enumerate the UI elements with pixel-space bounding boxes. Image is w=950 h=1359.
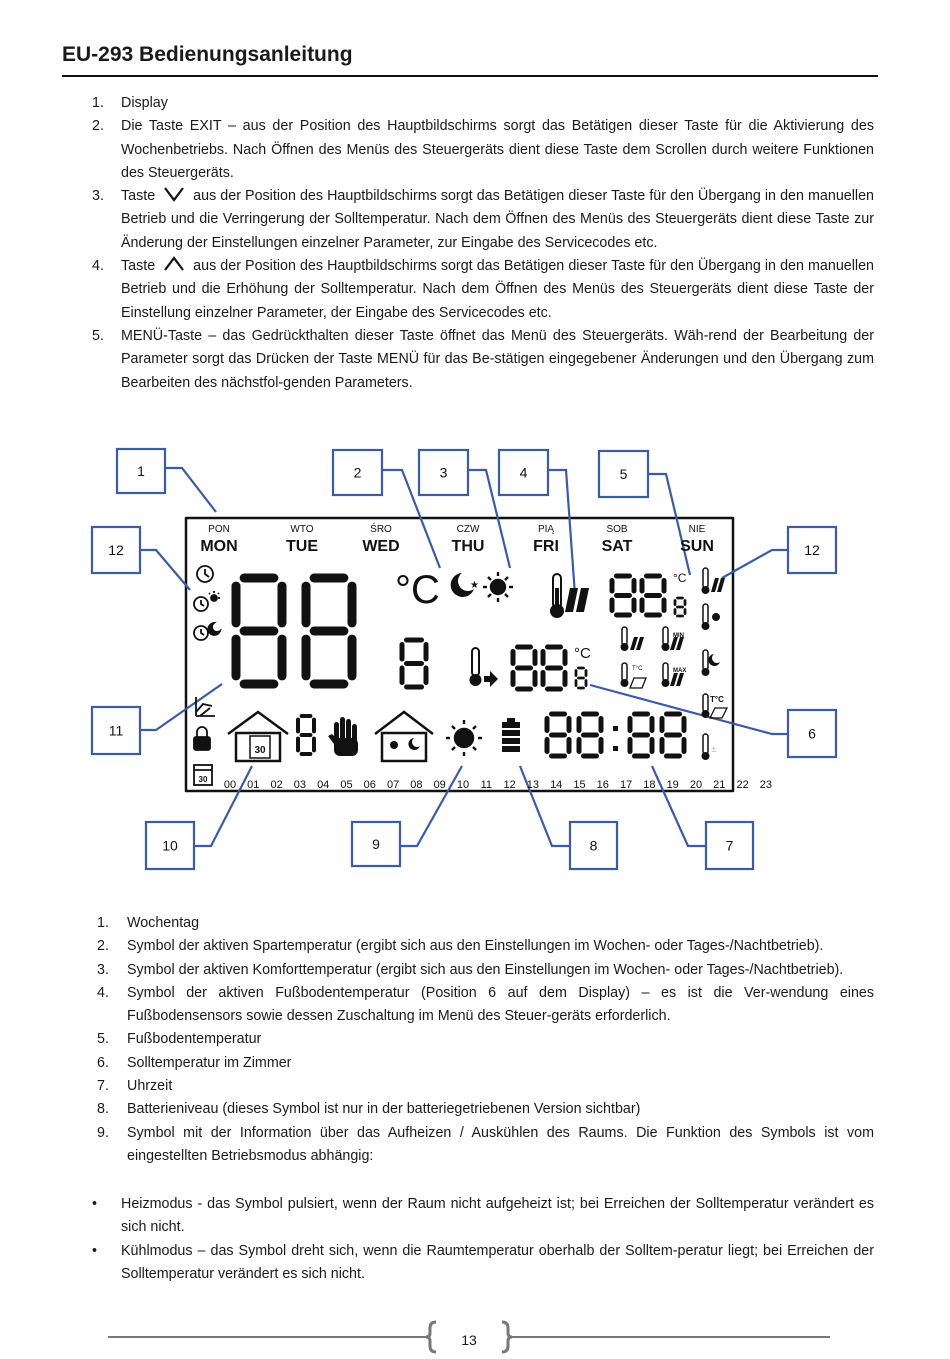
- bullet-item: [92, 1240, 874, 1287]
- setpoint-digit: [543, 647, 565, 689]
- callout-label: 9: [372, 836, 380, 852]
- callout-label: 8: [589, 837, 598, 854]
- list-item: [97, 959, 874, 982]
- svg-text:T°C: T°C: [632, 666, 643, 672]
- page-header: [62, 40, 878, 77]
- hour-label: 14: [550, 779, 563, 791]
- weekday-pl-label: SOB: [606, 524, 628, 535]
- weekday-label: TUE: [286, 538, 318, 555]
- hand-icon: [328, 717, 358, 756]
- legend-list: [97, 912, 874, 1168]
- floor-temp-digit: [612, 576, 634, 615]
- display-diagram: [0, 430, 950, 880]
- clock-moon-icon: [194, 623, 220, 640]
- comfort-sun-icon: [483, 572, 513, 602]
- chevron-up-icon: [161, 256, 187, 272]
- callout-box: [499, 450, 548, 495]
- floor-temp-decimal-digit: [675, 598, 685, 616]
- weekday-pl-label: CZW: [456, 524, 480, 535]
- callout-label: 1: [137, 463, 145, 479]
- callout-box: [352, 822, 400, 866]
- weekday-label: MON: [200, 538, 238, 555]
- hour-label: 17: [619, 779, 633, 791]
- callout-label: 5: [619, 466, 628, 482]
- weekday-label: THU: [451, 538, 485, 555]
- floor-unit-label: °C: [673, 571, 687, 585]
- item-text: aus der Position des Hauptbildschirms sorgt das Betätigen dieser Taste für den Übergang in den manuellen Betrieb und die Erhöhung der Solltemperatur. Nach dem Öffnen des Menüs des Steuergeräts dient diese Taste der Einstellung einzelner Parameter, der Eingabe des Servicecodes etc.: [121, 258, 874, 321]
- weekday-pl-label: WTO: [290, 524, 314, 535]
- item-prefix: Taste: [121, 188, 156, 205]
- floor-tc-small-icon: [621, 663, 647, 688]
- calendar-icon: [194, 765, 212, 785]
- economy-moon-icon: [451, 573, 479, 597]
- item-number: 2.: [92, 118, 104, 135]
- item-number: 1.: [92, 95, 104, 111]
- hour-label: 09: [433, 779, 446, 791]
- item-number: 1.: [97, 915, 109, 931]
- list-item: [97, 1122, 874, 1169]
- item-number: 3.: [97, 961, 109, 978]
- item-text: Heizmodus - das Symbol pulsiert, wenn der Raum nicht aufgeheizt ist; bei Erreichen der Solltemperatur verändert es sich nicht.: [121, 1196, 874, 1236]
- list-item: [97, 1075, 874, 1098]
- item-text: Die Taste EXIT – aus der Position des Hauptbildschirms sorgt das Betätigen dieser Taste für die Aktivierung des Wochenbetriebs. Nach Öffnen des Menüs des Steuergeräts dient diese Taste dem Scrollen durch weitere Funktionen des Steuergeräts.: [121, 118, 874, 181]
- bullet-item: [92, 1193, 874, 1240]
- callout-label: 4: [519, 464, 528, 481]
- item-text: Solltemperatur im Zimmer: [127, 1054, 292, 1071]
- floor-temp-digit: [642, 576, 664, 615]
- item-number: 9.: [97, 1124, 109, 1141]
- callout-label: 7: [725, 837, 734, 854]
- item-text: Symbol der aktiven Komforttemperatur (ergibt sich aus den Einstellungen im Wochen- oder Tages-/Nachtbetrieb).: [127, 961, 844, 978]
- hour-label: 18: [643, 779, 656, 791]
- item-text: Symbol mit der Information über das Aufheizen / Auskühlen des Raums. Die Funktion des Symbols ist vom eingestellten Betriebsmodus abhängig:: [127, 1124, 874, 1164]
- item-number: 8.: [97, 1101, 109, 1118]
- callout-label: 12: [804, 542, 820, 558]
- item-number: 2.: [97, 938, 109, 955]
- item-text: Batterieniveau (dieses Symbol ist nur in der batteriegetriebenen Version sichtbar): [127, 1101, 641, 1118]
- hour-label: 11: [480, 779, 493, 791]
- hour-label: 15: [573, 779, 586, 791]
- list-item: [92, 255, 874, 325]
- callout-box: [570, 822, 617, 869]
- weekday-row: [200, 522, 714, 555]
- item-text: Fußbodentemperatur: [127, 1031, 262, 1048]
- bullet-dot: •: [92, 1196, 98, 1212]
- list-item: [97, 935, 874, 958]
- floor-thermometer-icon: [550, 574, 589, 618]
- callout-box: [146, 822, 194, 869]
- clock-digit: [547, 714, 569, 756]
- callout-box: [92, 707, 140, 754]
- setpoint-thermometer-icon: [470, 648, 499, 687]
- house-calendar-icon: [228, 712, 288, 761]
- clock-colon: [613, 726, 618, 751]
- hour-label: 01: [247, 779, 260, 791]
- hour-label: 06: [363, 779, 376, 791]
- hour-label: 23: [759, 779, 773, 791]
- hour-label: 02: [270, 779, 283, 791]
- item-prefix: Taste: [121, 258, 156, 275]
- main-temp-digit: [306, 578, 352, 684]
- callout-label: 12: [108, 542, 124, 558]
- item-text: aus der Position des Hauptbildschirms sorgt das Betätigen dieser Taste für den Übergang in den manuellen Betrieb und die Verringerung der Solltemperatur. Nach dem Öffnen des Menüs des Steuergeräts dient diese Taste zur Änderung der Einstellungen einzelner Parameter, zur Eingabe des Servicecodes etc.: [121, 188, 874, 251]
- setpoint-digit: [513, 647, 535, 689]
- thermometer-sun-icon: [702, 604, 721, 630]
- chevron-down-icon: [161, 186, 187, 202]
- program-digit: [298, 716, 314, 754]
- house-day-night-icon: [375, 712, 433, 761]
- item-number: 4.: [92, 258, 104, 275]
- hour-label: 13: [526, 779, 540, 791]
- hour-label: 03: [293, 779, 307, 791]
- weekday-label: WED: [362, 538, 400, 555]
- callout-box: [117, 449, 165, 493]
- hour-label: 07: [386, 779, 400, 791]
- clock-digit: [662, 714, 684, 756]
- floor-max-icon: [662, 663, 687, 687]
- right-icon-cluster: [621, 568, 728, 760]
- main-unit-label: °C: [395, 568, 440, 612]
- hour-label: 19: [666, 779, 679, 791]
- weekday-label: FRI: [533, 538, 559, 555]
- item-number: 5.: [92, 327, 104, 344]
- document-title: EU-293 Bedienungsanleitung: [62, 43, 353, 66]
- clock-sun-icon: [194, 591, 220, 611]
- mode-bullet-list: [92, 1193, 874, 1287]
- callout-box: [92, 527, 140, 573]
- hour-label: 04: [317, 779, 330, 791]
- callout-box: [599, 451, 648, 497]
- hour-label: 10: [456, 779, 470, 791]
- svg-text:30: 30: [254, 745, 266, 756]
- main-temp-digit: [236, 578, 282, 684]
- callout-boxes: [92, 449, 836, 869]
- hour-label: 22: [736, 779, 749, 791]
- item-text: Kühlmodus – das Symbol dreht sich, wenn die Raumtemperatur oberhalb der Solltem-peratur liegt; bei Erreichen der Solltemperatur verändert es sich nicht.: [121, 1242, 874, 1283]
- hour-scale: [224, 779, 772, 791]
- hour-label: 16: [596, 779, 609, 791]
- item-text: Display: [121, 95, 168, 111]
- list-item: [97, 1028, 874, 1051]
- setpoint-decimal-digit: [576, 668, 586, 688]
- left-icon-column: [194, 566, 220, 785]
- lock-icon: [194, 727, 210, 750]
- item-number: 3.: [92, 188, 104, 205]
- list-item: [92, 92, 874, 115]
- svg-text:MIN: MIN: [673, 633, 684, 639]
- callout-box: [419, 450, 468, 495]
- hour-label: 00: [223, 779, 237, 791]
- clock-digit: [579, 714, 601, 756]
- callout-box: [706, 822, 753, 869]
- callout-label: 3: [439, 464, 448, 481]
- item-number: 6.: [97, 1054, 109, 1071]
- callout-box: [788, 710, 836, 757]
- item-number: 7.: [97, 1078, 109, 1095]
- item-text: Uhrzeit: [127, 1078, 173, 1095]
- svg-text:30: 30: [198, 775, 208, 784]
- item-text: Symbol der aktiven Spartemperatur (ergibt sich aus den Einstellungen im Wochen- oder Tages-/Nachtbetrieb).: [127, 938, 824, 955]
- svg-text:T°C: T°C: [710, 695, 724, 704]
- controls-list: [92, 92, 874, 395]
- weekday-pl-label: PIĄ: [537, 524, 555, 535]
- set-unit-label: °C: [574, 645, 591, 662]
- list-item: [97, 912, 874, 935]
- hour-label: 08: [410, 779, 423, 791]
- hour-label: 21: [713, 779, 726, 791]
- item-text: Wochentag: [127, 915, 200, 931]
- hour-label: 05: [340, 779, 353, 791]
- callout-label: 11: [108, 722, 124, 739]
- weekday-pl-label: PON: [208, 524, 230, 535]
- bullet-dot: •: [92, 1242, 98, 1259]
- heating-status-sun-icon: [446, 720, 482, 756]
- svg-text:MAX: MAX: [673, 668, 687, 674]
- list-item: [97, 1098, 874, 1121]
- list-item: [97, 982, 874, 1029]
- item-text: MENÜ-Taste – das Gedrückthalten dieser Taste öffnet das Menü des Steuergeräts. Wäh-rend der Bearbeitung der Parameter sorgt das Drücken der Taste MENÜ für das Be-stätigen eingegebener Änderungen und den Übergang zum Bearbeiten des nächstfol-genden Parameters.: [121, 327, 874, 391]
- thermometer-moon-icon: [702, 650, 721, 676]
- callout-label: 2: [353, 464, 362, 481]
- list-item: [97, 1052, 874, 1075]
- clock-icon: [197, 566, 213, 582]
- item-text: Symbol der aktiven Fußbodentemperatur (Position 6 auf dem Display) – es ist die Ver-wendung eines Fußbodensensors sowie dessen Zuschaltung im Menü des Steuer-geräts erforderlich.: [127, 984, 874, 1025]
- callout-box: [333, 450, 382, 495]
- svg-text:±: ±: [711, 744, 717, 755]
- hour-label: 20: [689, 779, 703, 791]
- list-item: [92, 325, 874, 395]
- floor-min-icon: [662, 627, 685, 651]
- thermometer-heat-icon: [702, 568, 726, 594]
- clock-digit: [630, 714, 652, 756]
- weekday-label: SAT: [601, 538, 633, 555]
- item-number: 4.: [97, 984, 109, 1001]
- svg-text:★: ★: [470, 580, 479, 591]
- hour-label: 12: [503, 779, 516, 791]
- list-item: [92, 185, 874, 255]
- callout-box: [788, 527, 836, 573]
- page-number: 13: [461, 1332, 477, 1348]
- thermometer-plusminus-icon: [702, 734, 718, 760]
- list-item: [92, 115, 874, 185]
- weekday-label: SUN: [680, 538, 714, 555]
- callout-label: 6: [808, 725, 816, 742]
- floor-heat-small-icon: [621, 627, 645, 651]
- battery-icon: [502, 718, 520, 752]
- weekday-pl-label: ŚRO: [370, 524, 392, 535]
- weekday-pl-label: NIE: [688, 524, 706, 535]
- callout-label: 10: [162, 837, 178, 854]
- item-number: 5.: [97, 1031, 109, 1048]
- main-temp-decimal-digit: [402, 640, 426, 687]
- thermometer-tc-icon: [702, 694, 728, 718]
